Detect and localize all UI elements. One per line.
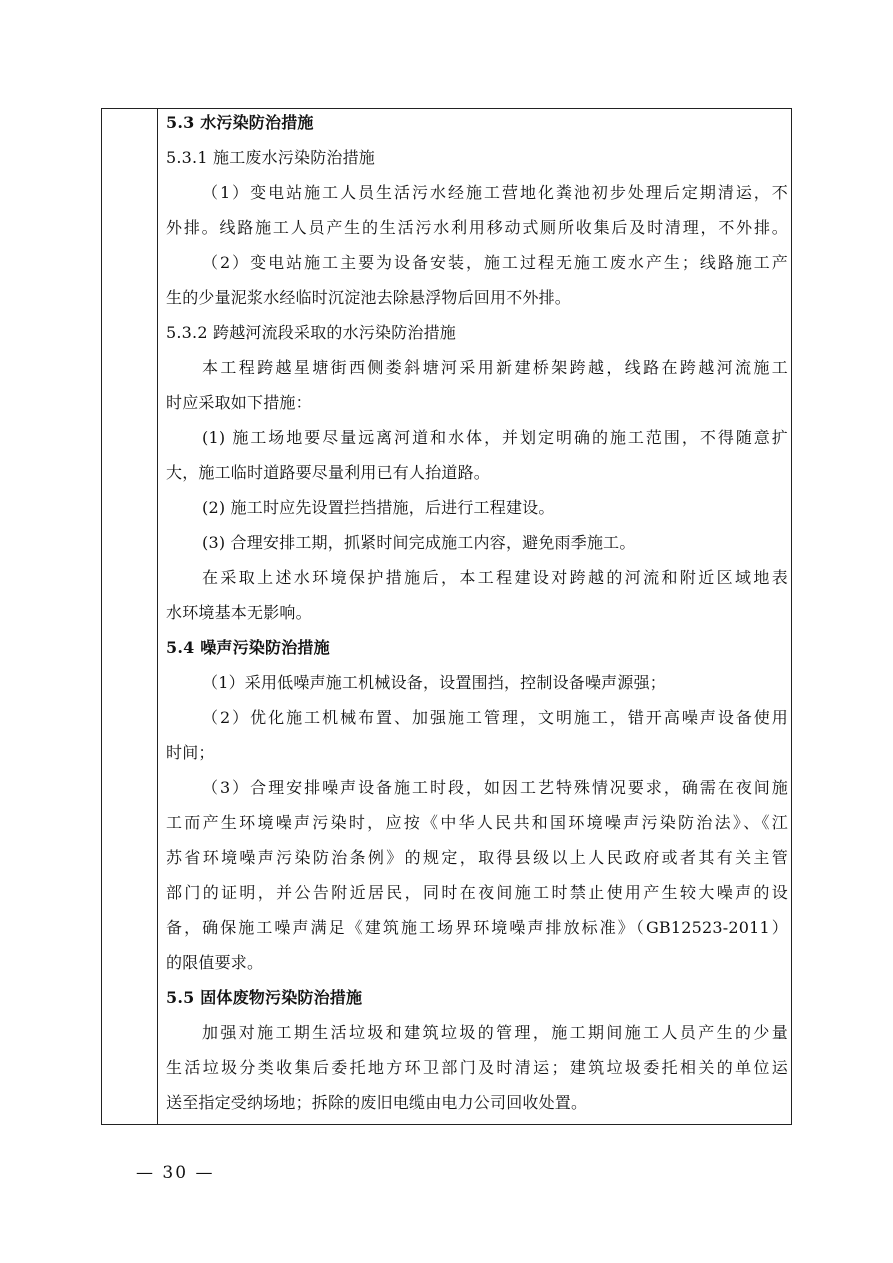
- text-line: （1）变电站施工人员生活污水经施工营地化粪池初步处理后定期清运，不: [202, 183, 788, 202]
- content-table: [101, 108, 792, 1125]
- text-line: 在采取上述水环境保护措施后，本工程建设对跨越的河流和附近区域地表: [202, 568, 788, 587]
- text-line: (3) 合理安排工期，抓紧时间完成施工内容，避免雨季施工。: [202, 533, 636, 552]
- text-line: 备，确保施工噪声满足《建筑施工场界环境噪声排放标准》（GB12523-2011）: [166, 918, 788, 937]
- heading-5-3: 5.3 水污染防治措施: [166, 113, 314, 132]
- text-line: 水环境基本无影响。: [166, 603, 312, 622]
- text-line: 外排。线路施工人员产生的生活污水利用移动式厕所收集后及时清理，不外排。: [166, 218, 788, 237]
- text-line: 时应采取如下措施：: [166, 393, 312, 412]
- text-line: 加强对施工期生活垃圾和建筑垃圾的管理，施工期间施工人员产生的少量: [202, 1023, 788, 1042]
- text-line: (2) 施工时应先设置拦挡措施，后进行工程建设。: [202, 498, 555, 517]
- text-line: 部门的证明，并公告附近居民，同时在夜间施工时禁止使用产生较大噪声的设: [166, 883, 788, 902]
- heading-5-5: 5.5 固体废物污染防治措施: [166, 988, 363, 1007]
- text-line: （3）合理安排噪声设备施工时段，如因工艺特殊情况要求，确需在夜间施: [202, 778, 788, 797]
- text-line: （2）优化施工机械布置、加强施工管理，文明施工，错开高噪声设备使用: [202, 708, 788, 727]
- text-line: 大，施工临时道路要尽量利用已有人抬道路。: [166, 463, 491, 482]
- subheading-5-3-2: 5.3.2 跨越河流段采取的水污染防治措施: [166, 323, 456, 342]
- text-line: 生活垃圾分类收集后委托地方环卫部门及时清运；建筑垃圾委托相关的单位运: [166, 1058, 788, 1077]
- text-line: 送至指定受纳场地；拆除的废旧电缆由电力公司回收处置。: [166, 1093, 588, 1112]
- heading-5-4: 5.4 噪声污染防治措施: [166, 638, 330, 657]
- text-line: 生的少量泥浆水经临时沉淀池去除悬浮物后回用不外排。: [166, 288, 572, 307]
- text-line: 的限值要求。: [166, 953, 264, 972]
- text-line: 本工程跨越星塘街西侧娄斜塘河采用新建桥架跨越，线路在跨越河流施工: [202, 358, 788, 377]
- page-number: — 30 —: [136, 1163, 215, 1183]
- text-line: 苏省环境噪声污染防治条例》的规定，取得县级以上人民政府或者其有关主管: [166, 848, 788, 867]
- text-line: 时间；: [166, 743, 215, 762]
- text-line: （2）变电站施工主要为设备安装，施工过程无施工废水产生；线路施工产: [202, 253, 788, 272]
- subheading-5-3-1: 5.3.1 施工废水污染防治措施: [166, 148, 375, 167]
- text-line: （1）采用低噪声施工机械设备，设置围挡，控制设备噪声源强；: [202, 673, 666, 692]
- text-line: (1) 施工场地要尽量远离河道和水体，并划定明确的施工范围，不得随意扩: [202, 428, 788, 447]
- text-line: 工而产生环境噪声污染时，应按《中华人民共和国环境噪声污染防治法》、《江: [166, 813, 788, 832]
- content-cell: [166, 109, 788, 1124]
- left-column: [102, 109, 158, 1124]
